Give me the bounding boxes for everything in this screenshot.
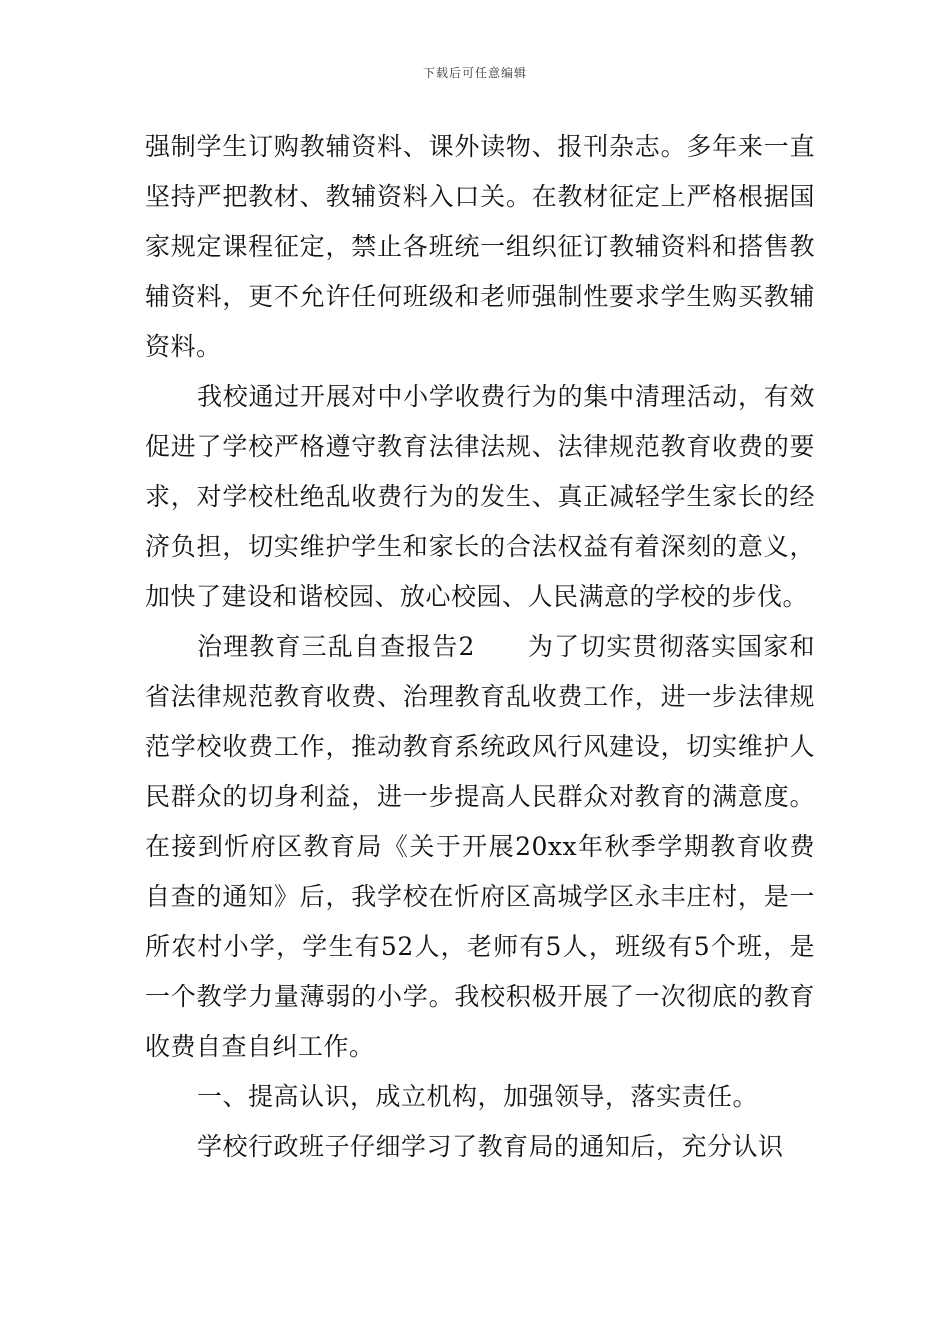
page-header-note: 下载后可任意编辑 bbox=[422, 66, 527, 80]
document-body bbox=[145, 122, 815, 1172]
paragraph-2: 我校通过开展对中小学收费行为的集中清理活动，有效促进了学校严格遵守教育法律法规、法律规范教育收费的要求，对学校杜绝乱收费行为的发生、真正减轻学生家长的经济负担，切实维护学生和家长的合法权益有着深刻的意义，加快了建设和谐校园、放心校园、人民满意的学校的步伐。 bbox=[145, 382, 815, 611]
paragraph-5: 学校行政班子仔细学习了教育局的通知后，充分认识 bbox=[197, 1132, 784, 1161]
paragraph-3: 治理教育三乱自查报告2 为了切实贯彻落实国家和省法律规范教育收费、治理教育乱收费工作，进一步法律规范学校收费工作，推动教育系统政风行风建设，切实维护人民群众的切身利益，进一步提高人民群众对教育的满意度。在接到忻府区教育局《关于开展20xx年秋季学期教育收费自查的通知》后，我学校在忻府区高城学区永丰庄村，是一所农村小学，学生有52人，老师有5人，班级有5个班，是一个教学力量薄弱的小学。我校积极开展了一次彻底的教育收费自查自纠工作。 bbox=[145, 632, 815, 1061]
paragraph-1: 强制学生订购教辅资料、课外读物、报刊杂志。多年来一直坚持严把教材、教辅资料入口关。在教材征定上严格根据国家规定课程征定，禁止各班统一组织征订教辅资料和搭售教辅资料，更不允许任何班级和老师强制性要求学生购买教辅资料。 bbox=[145, 132, 815, 361]
paragraph-4-section-heading: 一、提高认识，成立机构，加强领导，落实责任。 bbox=[197, 1082, 759, 1111]
